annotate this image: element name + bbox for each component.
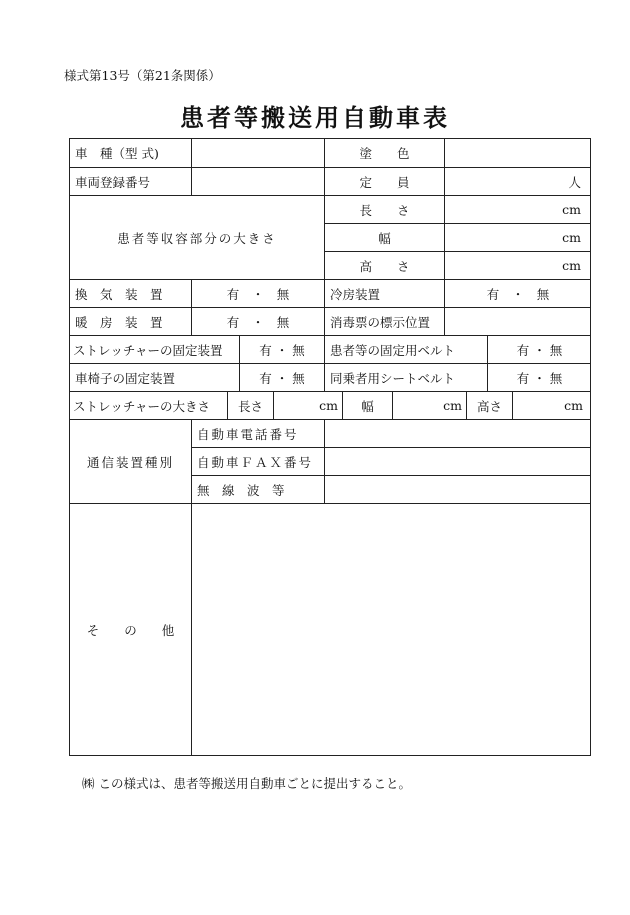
companion-belt-label: 同乗者用シートベルト <box>325 364 488 392</box>
stretcher-fixing-value[interactable]: 有 ・ 無 <box>240 336 325 364</box>
car-fax-label: 自動車ＦＡＸ番号 <box>192 448 325 476</box>
length-label: 長 さ <box>325 196 445 224</box>
cooling-value[interactable]: 有 ・ 無 <box>445 280 591 308</box>
companion-belt-value[interactable]: 有 ・ 無 <box>488 364 591 392</box>
cooling-label: 冷房装置 <box>325 280 445 308</box>
patient-belt-label: 患者等の固定用ベルト <box>325 336 488 364</box>
other-label: そ の 他 <box>70 504 192 755</box>
ventilation-label: 換 気 装 置 <box>70 280 192 308</box>
registration-field[interactable] <box>192 168 325 196</box>
length-unit: cm <box>562 202 581 217</box>
width-field[interactable] <box>445 224 591 252</box>
stretcher-height-label: 高さ <box>467 392 513 420</box>
width-label: 幅 <box>325 224 445 252</box>
stretcher-width-field[interactable] <box>393 392 467 420</box>
stretcher-length-field[interactable] <box>274 392 343 420</box>
footer-note: ㈱ この様式は、患者等搬送用自動車ごとに提出すること。 <box>82 776 411 791</box>
disinfection-label: 消毒票の標示位置 <box>325 308 445 336</box>
heating-value[interactable]: 有 ・ 無 <box>192 308 325 336</box>
radio-label: 無 線 波 等 <box>192 476 325 504</box>
patient-belt-value[interactable]: 有 ・ 無 <box>488 336 591 364</box>
height-label: 高 さ <box>325 252 445 280</box>
stretcher-size-label: ストレッチャーの大きさ <box>70 392 228 420</box>
stretcher-length-label: 長さ <box>228 392 274 420</box>
stretcher-height-field[interactable] <box>513 392 591 420</box>
vehicle-form-table <box>69 138 591 756</box>
other-field[interactable] <box>192 504 591 755</box>
capacity-label: 定 員 <box>325 168 445 196</box>
vehicle-type-label: 車 種（型 式) <box>70 139 192 168</box>
ventilation-value[interactable]: 有 ・ 無 <box>192 280 325 308</box>
stretcher-height-unit: cm <box>564 398 583 413</box>
paint-color-field[interactable] <box>445 139 591 168</box>
capacity-unit: 人 <box>568 174 581 190</box>
radio-field[interactable] <box>325 476 591 504</box>
car-fax-field[interactable] <box>325 448 591 476</box>
stretcher-length-unit: cm <box>319 398 338 413</box>
stretcher-width-label: 幅 <box>343 392 393 420</box>
vehicle-type-field[interactable] <box>192 139 325 168</box>
stretcher-width-unit: cm <box>443 398 462 413</box>
length-field[interactable] <box>445 196 591 224</box>
height-unit: cm <box>562 258 581 273</box>
width-unit: cm <box>562 230 581 245</box>
stretcher-fixing-label: ストレッチャーの固定装置 <box>70 336 240 364</box>
paint-color-label: 塗 色 <box>325 139 445 168</box>
car-phone-label: 自動車電話番号 <box>192 420 325 448</box>
heating-label: 暖 房 装 置 <box>70 308 192 336</box>
wheelchair-fixing-label: 車椅子の固定装置 <box>70 364 240 392</box>
page-title: 患者等搬送用自動車表 <box>180 103 450 132</box>
registration-label: 車両登録番号 <box>70 168 192 196</box>
capacity-field[interactable] <box>445 168 591 196</box>
comm-label: 通信装置種別 <box>70 420 192 504</box>
height-field[interactable] <box>445 252 591 280</box>
car-phone-field[interactable] <box>325 420 591 448</box>
compartment-size-label: 患者等収容部分の大きさ <box>70 196 325 280</box>
disinfection-field[interactable] <box>445 308 591 336</box>
form-number: 様式第13号（第21条関係） <box>64 68 221 83</box>
wheelchair-fixing-value[interactable]: 有 ・ 無 <box>240 364 325 392</box>
